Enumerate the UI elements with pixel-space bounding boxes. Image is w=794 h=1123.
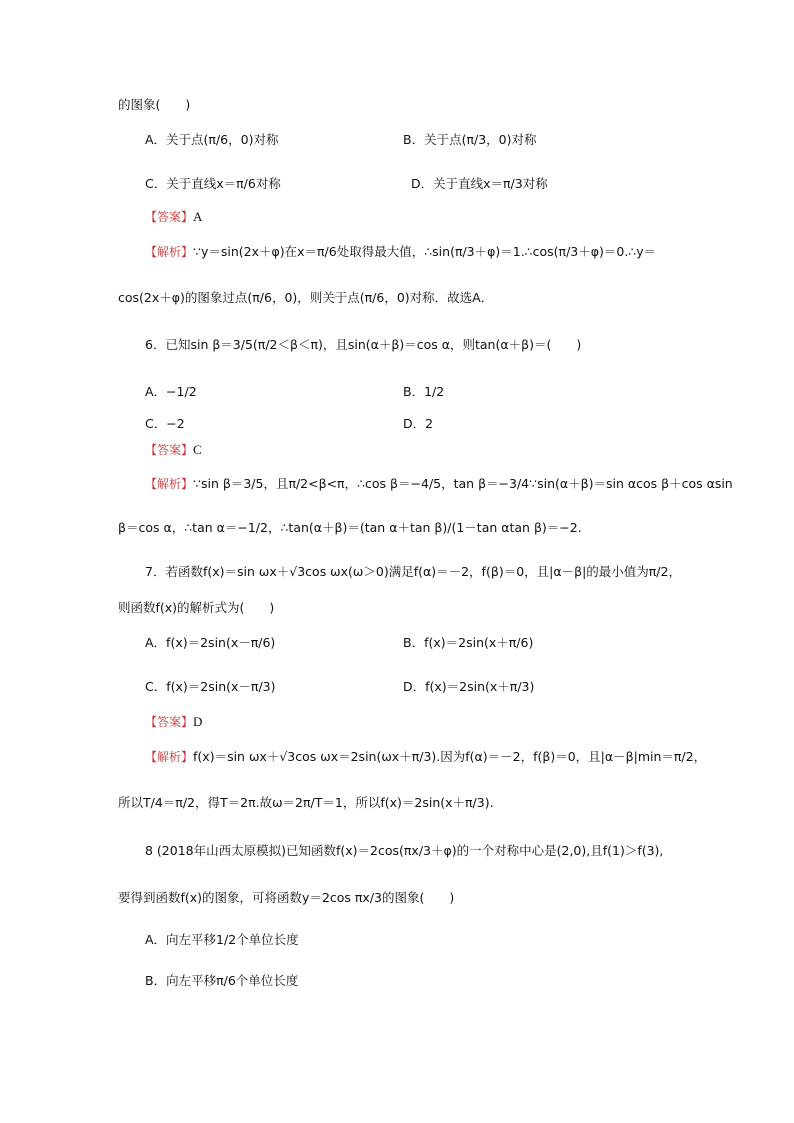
q5-option-b-text: B．关于点(π/3，0)对称 <box>403 132 537 147</box>
question-8-line-1 <box>145 840 663 862</box>
q5-option-a-text: A．关于点(π/6，0)对称 <box>145 132 279 147</box>
q7-option-c-text: C．f(x)＝2sin(x－π/3) <box>145 679 276 694</box>
q7-answer-value: D <box>193 714 203 729</box>
q5-option-d <box>411 173 548 195</box>
q7-explanation-line-1 <box>145 746 706 768</box>
q7-text-2: 则函数f(x)的解析式为( ) <box>118 600 275 615</box>
q6-option-a-text: A．−1/2 <box>145 384 197 399</box>
q5-option-c-text: C．关于直线x＝π/6对称 <box>145 176 281 191</box>
explanation-tag: 【解析】 <box>145 477 194 491</box>
q8-option-a-text: A．向左平移1/2个单位长度 <box>145 932 299 947</box>
q5-option-a <box>145 129 278 151</box>
q7-option-b <box>403 632 533 654</box>
q5-option-d-text: D．关于直线x＝π/3对称 <box>411 176 548 191</box>
q7-answer <box>145 711 202 733</box>
question-8-line-2 <box>118 887 454 909</box>
q7-option-b-text: B．f(x)＝2sin(x＋π/6) <box>403 635 534 650</box>
q6-explanation-text-1: ∵sin β＝3/5，且π/2<β<π，∴cos β＝−4/5，tan β＝−3/4∵sin(α＋β)＝sin αcos β＋cos αsin <box>193 476 733 491</box>
question-5-tail <box>118 94 190 116</box>
q7-option-a-text: A．f(x)＝2sin(x－π/6) <box>145 635 276 650</box>
q5-explanation-line-2 <box>118 287 493 309</box>
q5-answer <box>145 206 202 228</box>
q7-option-d <box>403 676 534 698</box>
q5-explanation-line-1 <box>145 241 656 263</box>
q6-answer <box>145 439 202 461</box>
q8-text-1: 8 (2018年山西太原模拟)已知函数f(x)＝2cos(πx/3＋φ)的一个对称中心是(2,0),且f(1)＞f(3), <box>145 843 664 858</box>
q7-option-d-text: D．f(x)＝2sin(x＋π/3) <box>403 679 535 694</box>
answer-tag: 【答案】 <box>145 210 194 224</box>
q6-option-b-text: B．1/2 <box>403 384 445 399</box>
q8-option-b <box>145 970 298 992</box>
q6-option-b <box>403 381 444 403</box>
q6-explanation-text-2: β＝cos α，∴tan α＝−1/2，∴tan(α＋β)＝(tan α＋tan β)/(1－tan αtan β)＝−2. <box>118 520 582 535</box>
q6-option-c <box>145 413 185 435</box>
question-6 <box>145 334 581 356</box>
q7-explanation-text-1: f(x)＝sin ωx＋√3cos ωx＝2sin(ωx＋π/3).因为f(α)＝－2，f(β)＝0，且|α－β|min＝π/2， <box>193 749 707 764</box>
q5-answer-value: A <box>193 209 203 224</box>
q6-text: 6．已知sin β＝3/5(π/2＜β＜π)，且sin(α＋β)＝cos α，则tan(α＋β)＝( ) <box>145 337 582 352</box>
q6-option-c-text: C．−2 <box>145 416 185 431</box>
q7-option-a <box>145 632 275 654</box>
q8-option-b-text: B．向左平移π/6个单位长度 <box>145 973 299 988</box>
q5-option-c <box>145 173 281 195</box>
q7-explanation-line-2 <box>118 792 494 814</box>
explanation-tag: 【解析】 <box>145 245 194 259</box>
q6-option-d-text: D．2 <box>403 416 434 431</box>
q8-option-a <box>145 929 299 951</box>
q6-answer-value: C <box>193 442 202 457</box>
question-7-line-1 <box>145 561 681 583</box>
q5-option-b <box>403 129 536 151</box>
q6-option-a <box>145 381 197 403</box>
q6-option-d <box>403 413 433 435</box>
q7-option-c <box>145 676 275 698</box>
q6-explanation-line-2 <box>118 517 582 539</box>
answer-tag: 【答案】 <box>145 443 194 457</box>
q5-explanation-text-1: ∵y＝sin(2x＋φ)在x＝π/6处取得最大值，∴sin(π/3＋φ)＝1.∴cos(π/3＋φ)＝0.∴y＝ <box>193 244 657 259</box>
question-7-line-2 <box>118 597 274 619</box>
explanation-tag: 【解析】 <box>145 750 194 764</box>
answer-tag: 【答案】 <box>145 715 194 729</box>
q7-text-1: 7．若函数f(x)＝sin ωx＋√3cos ωx(ω＞0)满足f(α)＝－2，f(β)＝0，且|α－β|的最小值为π/2， <box>145 564 681 579</box>
q7-explanation-text-2: 所以T/4＝π/2，得T＝2π.故ω＝2π/T＝1，所以f(x)＝2sin(x＋π/3). <box>118 795 494 810</box>
q5-tail-text: 的图象( ) <box>118 97 191 112</box>
q6-explanation-line-1 <box>145 473 733 495</box>
q5-explanation-text-2: cos(2x＋φ)的图象过点(π/6，0)，则关于点(π/6，0)对称．故选A． <box>118 290 494 305</box>
q8-text-2: 要得到函数f(x)的图象，可将函数y＝2cos πx/3的图象( ) <box>118 890 455 905</box>
